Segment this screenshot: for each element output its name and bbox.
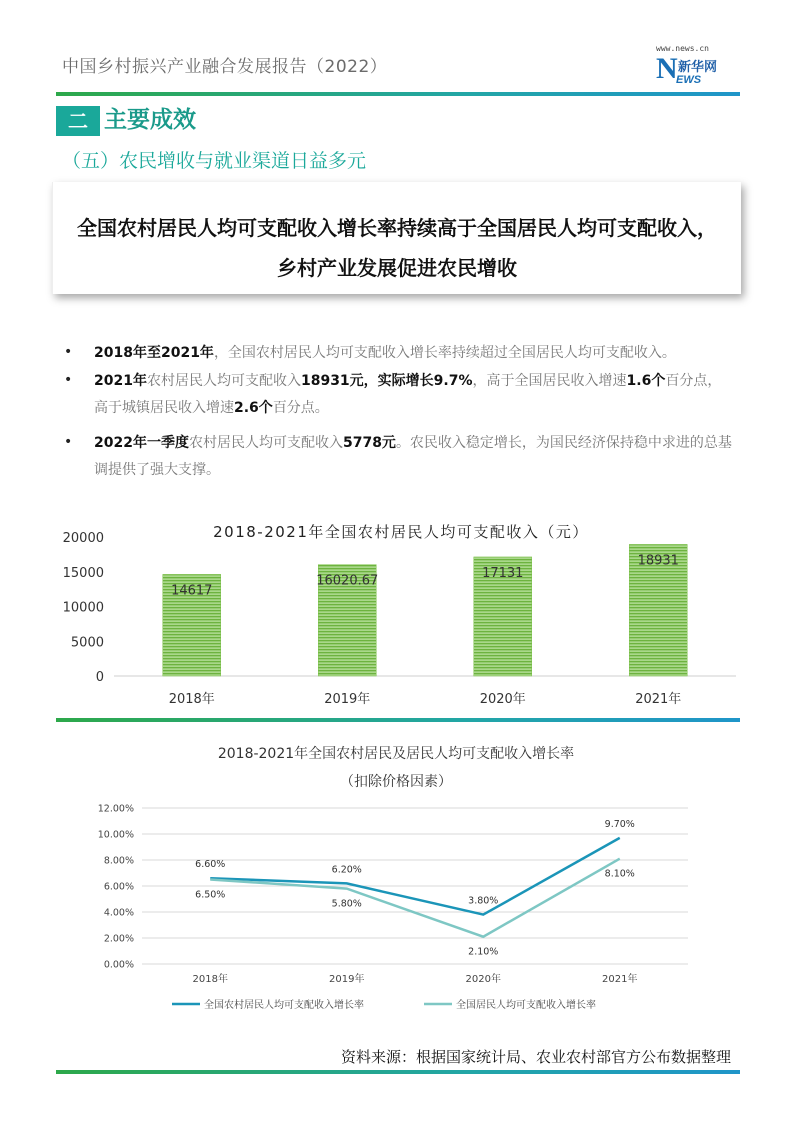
- income-bar-chart: [56, 520, 746, 720]
- headline-line-1: 全国农村居民人均可支配收入增长率持续高于全国居民人均可支配收入，: [77, 216, 717, 240]
- headline-box: [52, 182, 741, 294]
- report-title: 中国乡村振兴产业融合发展报告（2022）: [62, 57, 388, 77]
- xinhuanet-logo: [654, 44, 736, 94]
- bar-value-label: 14617: [171, 583, 213, 599]
- bullet-2-bold-4: 2.6个: [234, 400, 273, 416]
- line-chart-title: 2018-2021年全国农村居民及居民人均可支配收入增长率: [217, 746, 575, 762]
- footer-rule: [56, 1070, 740, 1074]
- bar-value-label: 18931: [637, 553, 679, 569]
- line-y-tick-label: 10.00%: [97, 829, 134, 841]
- line-x-tick-label: 2018年: [192, 974, 228, 985]
- section-number-badge: 二: [56, 106, 100, 136]
- legend-label: 全国农村居民人均可支配收入增长率: [204, 1000, 364, 1011]
- bullet-3-bold-1: 2022年一季度: [94, 435, 189, 451]
- bar-chart-title: 2018-2021年全国农村居民人均可支配收入（元）: [213, 523, 589, 541]
- section-divider: [56, 718, 740, 722]
- header-rule: [56, 92, 740, 96]
- bullet-2-text-2: ，高于全国居民收入增速: [472, 373, 627, 389]
- bar-value-label: 17131: [482, 565, 524, 581]
- line-data-label: 6.20%: [331, 864, 362, 876]
- bullet-3-text-1: 农村居民人均可支配收入: [188, 435, 343, 451]
- line-data-label: 5.80%: [331, 898, 362, 910]
- bar-x-tick-label: 2018年: [168, 692, 215, 707]
- bar-y-tick-label: 15000: [62, 565, 104, 581]
- bullet-marker: •: [64, 372, 73, 388]
- line-x-tick-label: 2021年: [602, 974, 638, 985]
- subsection-title: （五）农民增收与就业渠道日益多元: [62, 150, 367, 172]
- line-data-label: 6.50%: [195, 889, 226, 901]
- line-x-tick-label: 2019年: [329, 974, 365, 985]
- bullet-marker: •: [64, 344, 73, 360]
- logo-url: www.news.cn: [656, 44, 709, 53]
- bullet-2: [94, 368, 734, 422]
- bullet-3-bold-2: 5778元: [342, 435, 396, 451]
- line-series-2: [210, 859, 620, 937]
- bullet-1: [94, 340, 754, 367]
- logo-n: N: [656, 52, 678, 85]
- line-y-tick-label: 2.00%: [103, 933, 134, 945]
- line-y-tick-label: 6.00%: [103, 881, 134, 893]
- bullet-2-bold-3: 1.6个: [626, 373, 666, 389]
- line-data-label: 2.10%: [468, 946, 499, 958]
- line-y-tick-label: 4.00%: [103, 907, 134, 919]
- bullet-3: [94, 430, 734, 484]
- source-note: 资料来源：根据国家统计局、农业农村部官方公布数据整理: [340, 1048, 731, 1066]
- bullet-2-bold-1: 2021年: [94, 373, 147, 389]
- section-title: 主要成效: [104, 107, 196, 133]
- bar-x-tick-label: 2020年: [479, 692, 526, 707]
- line-y-tick-label: 0.00%: [103, 959, 134, 971]
- bullet-1-bold: 2018年至2021年: [94, 345, 214, 361]
- legend-label: 全国居民人均可支配收入增长率: [456, 1000, 596, 1011]
- bar-y-tick-label: 0: [95, 670, 104, 685]
- line-series-1: [210, 838, 620, 915]
- line-data-label: 9.70%: [604, 818, 635, 830]
- bar-x-tick-label: 2019年: [324, 692, 371, 707]
- headline-line-2: 乡村产业发展促进农民增收: [277, 256, 517, 280]
- growth-rate-line-chart: [56, 732, 746, 1032]
- logo-cn: 新华网: [678, 60, 718, 75]
- bar-y-tick-label: 10000: [62, 600, 104, 616]
- bar-y-tick-label: 5000: [70, 635, 104, 651]
- bullet-2-bold-2: 18931元，实际增长9.7%: [300, 373, 473, 389]
- logo-ews: EWS: [676, 74, 702, 86]
- line-data-label: 3.80%: [468, 895, 499, 907]
- bar-value-label: 16020.67: [316, 573, 379, 589]
- bullet-2-text-4: 百分点。: [272, 400, 329, 416]
- line-x-tick-label: 2020年: [465, 974, 501, 985]
- bullet-1-text: ，全国农村居民人均可支配收入增长率持续超过全国居民人均可支配收入。: [213, 345, 676, 361]
- line-y-tick-label: 12.00%: [97, 803, 134, 815]
- bar-x-tick-label: 2021年: [635, 692, 682, 707]
- bullet-2-text-1: 农村居民人均可支配收入: [146, 373, 301, 389]
- line-data-label: 8.10%: [604, 868, 635, 880]
- line-chart-subtitle: （扣除价格因素）: [340, 774, 452, 790]
- bar-y-tick-label: 20000: [62, 531, 104, 546]
- bullet-2-text-3: 百分点，高于城镇居民收入增速: [94, 373, 722, 416]
- line-data-label: 6.60%: [195, 859, 226, 871]
- bullet-3-text-2: 。农民收入稳定增长，为国民经济保持稳中求进的总基调提供了强大支撑。: [94, 435, 732, 478]
- bullet-marker: •: [64, 434, 73, 450]
- line-y-tick-label: 8.00%: [103, 855, 134, 867]
